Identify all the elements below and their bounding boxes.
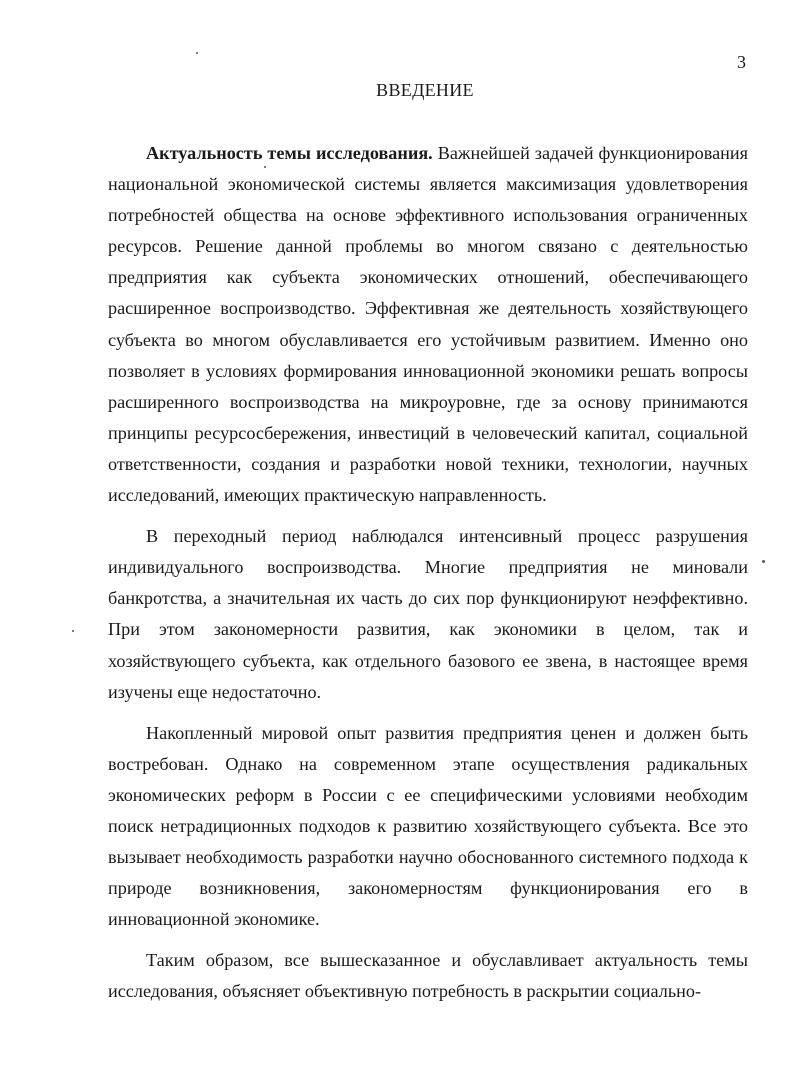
- scan-speck: [264, 166, 266, 168]
- scan-speck: [762, 560, 765, 563]
- paragraph-transition: [108, 521, 748, 708]
- paragraph-lead: Актуальность темы исследования.: [146, 143, 433, 163]
- scan-speck: [196, 52, 198, 54]
- scan-speck: [72, 630, 74, 632]
- paragraph-text: Накопленный мировой опыт развития предприятия ценен и должен быть востребован. Однако на современном этапе осуществления радикальных экономических реформ в России с ее специфическими условиями необходим поиск нетрадиционных подходов к развитию хозяйствующего субъекта. Все это вызывает необходимость разработки научно обоснованного системного подхода к природе возникновения, закономерностям функционирования его в инновационной экономике.: [108, 722, 748, 930]
- page-number: 3: [737, 52, 746, 72]
- paragraph-relevance: [108, 138, 748, 511]
- paragraph-text: Важнейшей задачей функционирования национальной экономической системы является максимизация удовлетворения потребностей общества на основе эффективного использования ограниченных ресурсов. Решение данной проблемы во многом связано с деятельностью предприятия как субъекта экономических отношений, обеспечивающего расширенное воспроизводство. Эффективная же деятельность хозяйствующего субъекта во многом обуславливается его устойчивым развитием. Именно оно позволяет в условиях формирования инновационной экономики решать вопросы расширенного воспроизводства на микроуровне, где за основу принимаются принципы ресурсосбережения, инвестиций в человеческий капитал, социальной ответственности, создания и разработки новой техники, технологии, научных исследований, имеющих практическую направленность.: [108, 143, 748, 506]
- paragraph-conclusion: [108, 945, 748, 1007]
- body-text: [108, 138, 748, 1018]
- paragraph-text: В переходный период наблюдался интенсивный процесс разрушения индивидуального воспроизводства. Многие предприятия не миновали банкротства, а значительная их часть до сих пор функционируют неэффективно. При этом закономерности развития, как экономики в целом, так и хозяйствующего субъекта, как отдельного базового ее звена, в настоящее время изучены еще недостаточно.: [108, 526, 748, 702]
- page-title: ВВЕДЕНИЕ: [376, 80, 474, 100]
- paragraph-text: Таким образом, все вышесказанное и обуславливает актуальность темы исследования, объясняет объективную потребность в раскрытии социально-: [108, 950, 748, 1002]
- paragraph-experience: [108, 718, 748, 936]
